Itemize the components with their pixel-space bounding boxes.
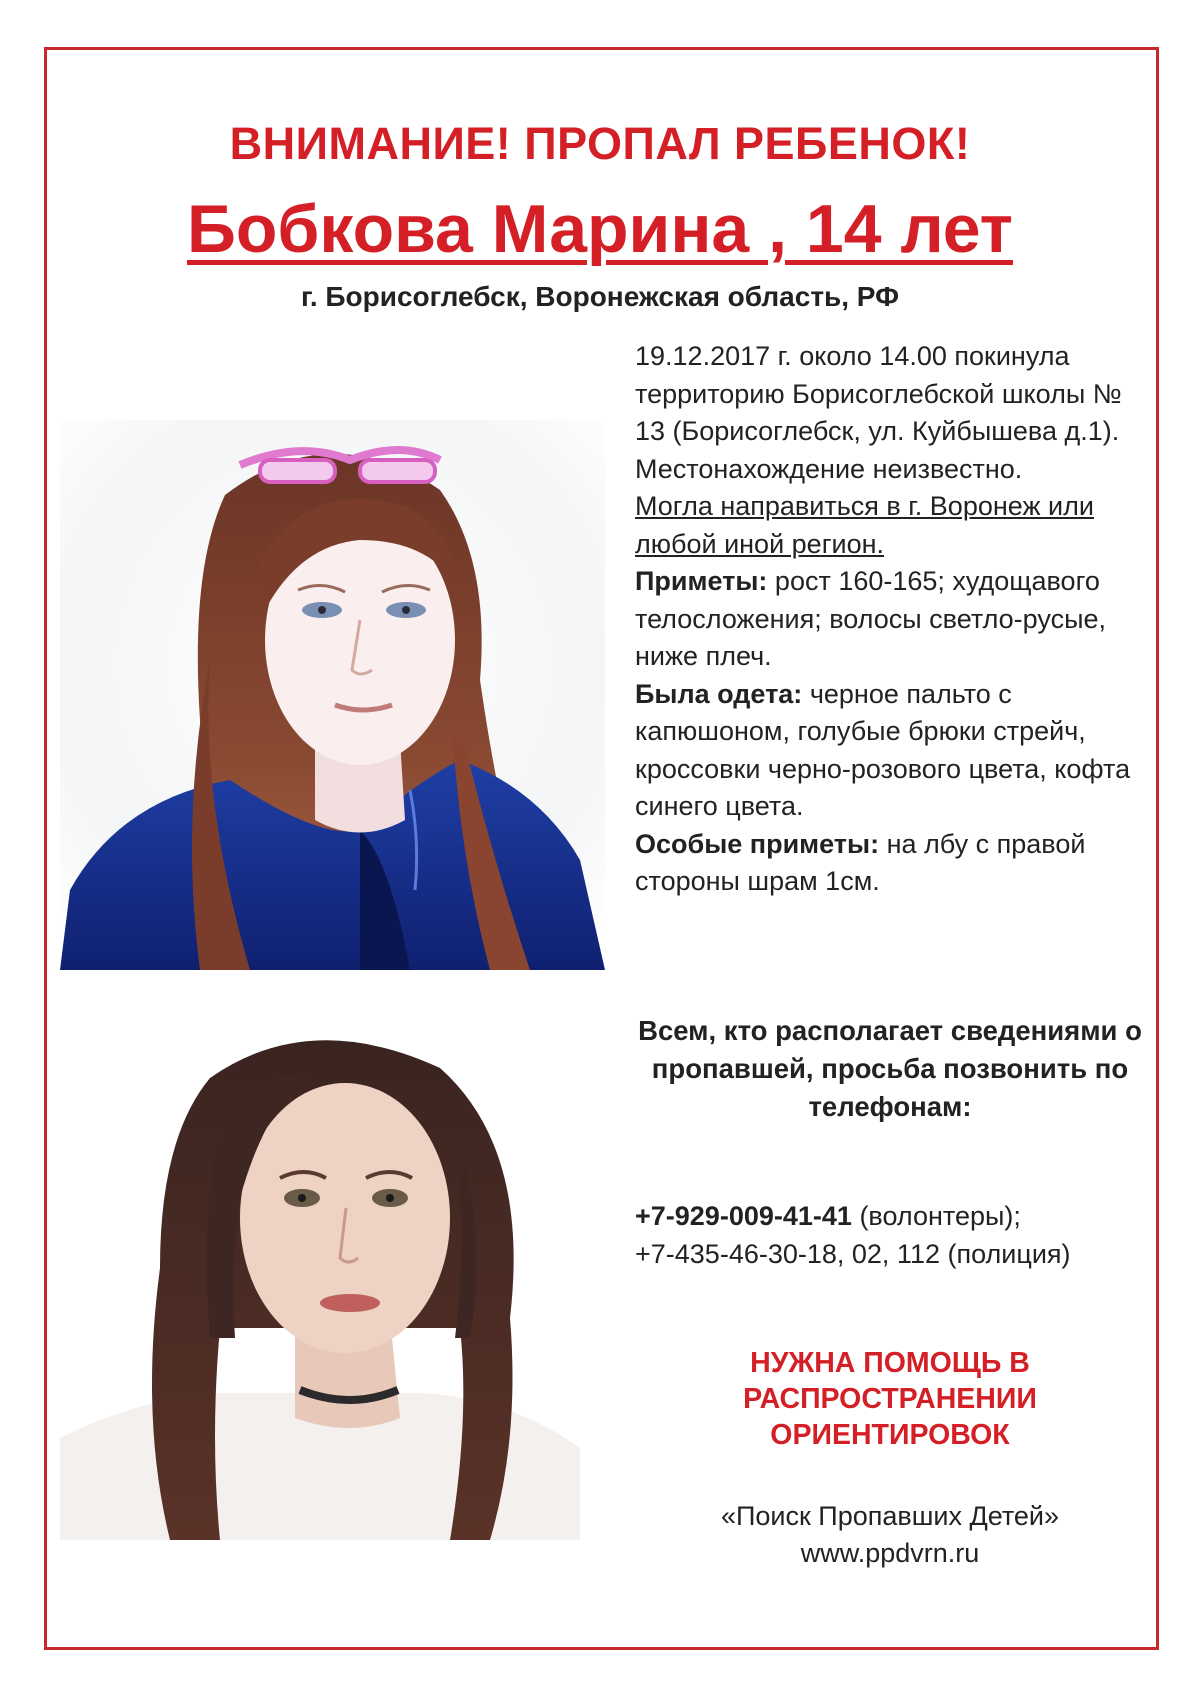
- help-request: НУЖНА ПОМОЩЬ В РАСПРОСТРАНЕНИИ ОРИЕНТИРОВОК: [743, 1347, 1037, 1451]
- organization-name: «Поиск Пропавших Детей»: [720, 1501, 1060, 1531]
- clothes-line: [635, 676, 1155, 826]
- phone-volunteers-note: (волонтеры);: [859, 1201, 1021, 1231]
- description-block: [635, 338, 1155, 901]
- organization-block: [660, 1498, 1120, 1572]
- clothes-label: Была одета:: [635, 678, 803, 709]
- signs-text: рост 160-165; худощавого телосложения; волосы светло-русые, ниже плеч.: [635, 566, 1106, 671]
- clothes-text: черное пальто с капюшоном, голубые брюки стрейч, кроссовки черно-розового цвета, кофта синего цвета.: [635, 678, 1131, 821]
- special-text: на лбу с правой стороны шрам 1см.: [635, 828, 1086, 896]
- phones-block: [635, 1198, 1165, 1273]
- missing-person-name: Бобкова Марина , 14 лет: [187, 191, 1013, 267]
- contact-appeal: Всем, кто располагает сведениями о пропавшей, просьба позвонить по телефонам:: [638, 1015, 1142, 1122]
- signs-label: Приметы:: [635, 566, 768, 596]
- phone-police: +7-435-46-30-18, 02, 112 (полиция): [635, 1238, 1071, 1269]
- missing-person-photo-2: [60, 1018, 580, 1540]
- special-line: [635, 826, 1155, 901]
- alert-headline: ВНИМАНИЕ! ПРОПАЛ РЕБЕНОК!: [229, 118, 971, 169]
- phone-volunteers: +7-929-009-41-41: [635, 1201, 852, 1231]
- direction-note: Могла направиться в г. Воронеж или любой иной регион.: [635, 491, 1094, 559]
- missing-person-photo-1: [60, 420, 605, 970]
- signs-line: [635, 563, 1155, 676]
- location-line: г. Борисоглебск, Воронежская область, РФ: [300, 281, 900, 312]
- organization-website[interactable]: www.ppdvrn.ru: [800, 1538, 980, 1568]
- special-label: Особые приметы:: [635, 828, 880, 859]
- description-intro: 19.12.2017 г. около 14.00 покинула территорию Борисоглебской школы № 13 (Борисоглебск, ул. Куйбышева д.1). Местонахождение неизвестно.: [635, 341, 1122, 484]
